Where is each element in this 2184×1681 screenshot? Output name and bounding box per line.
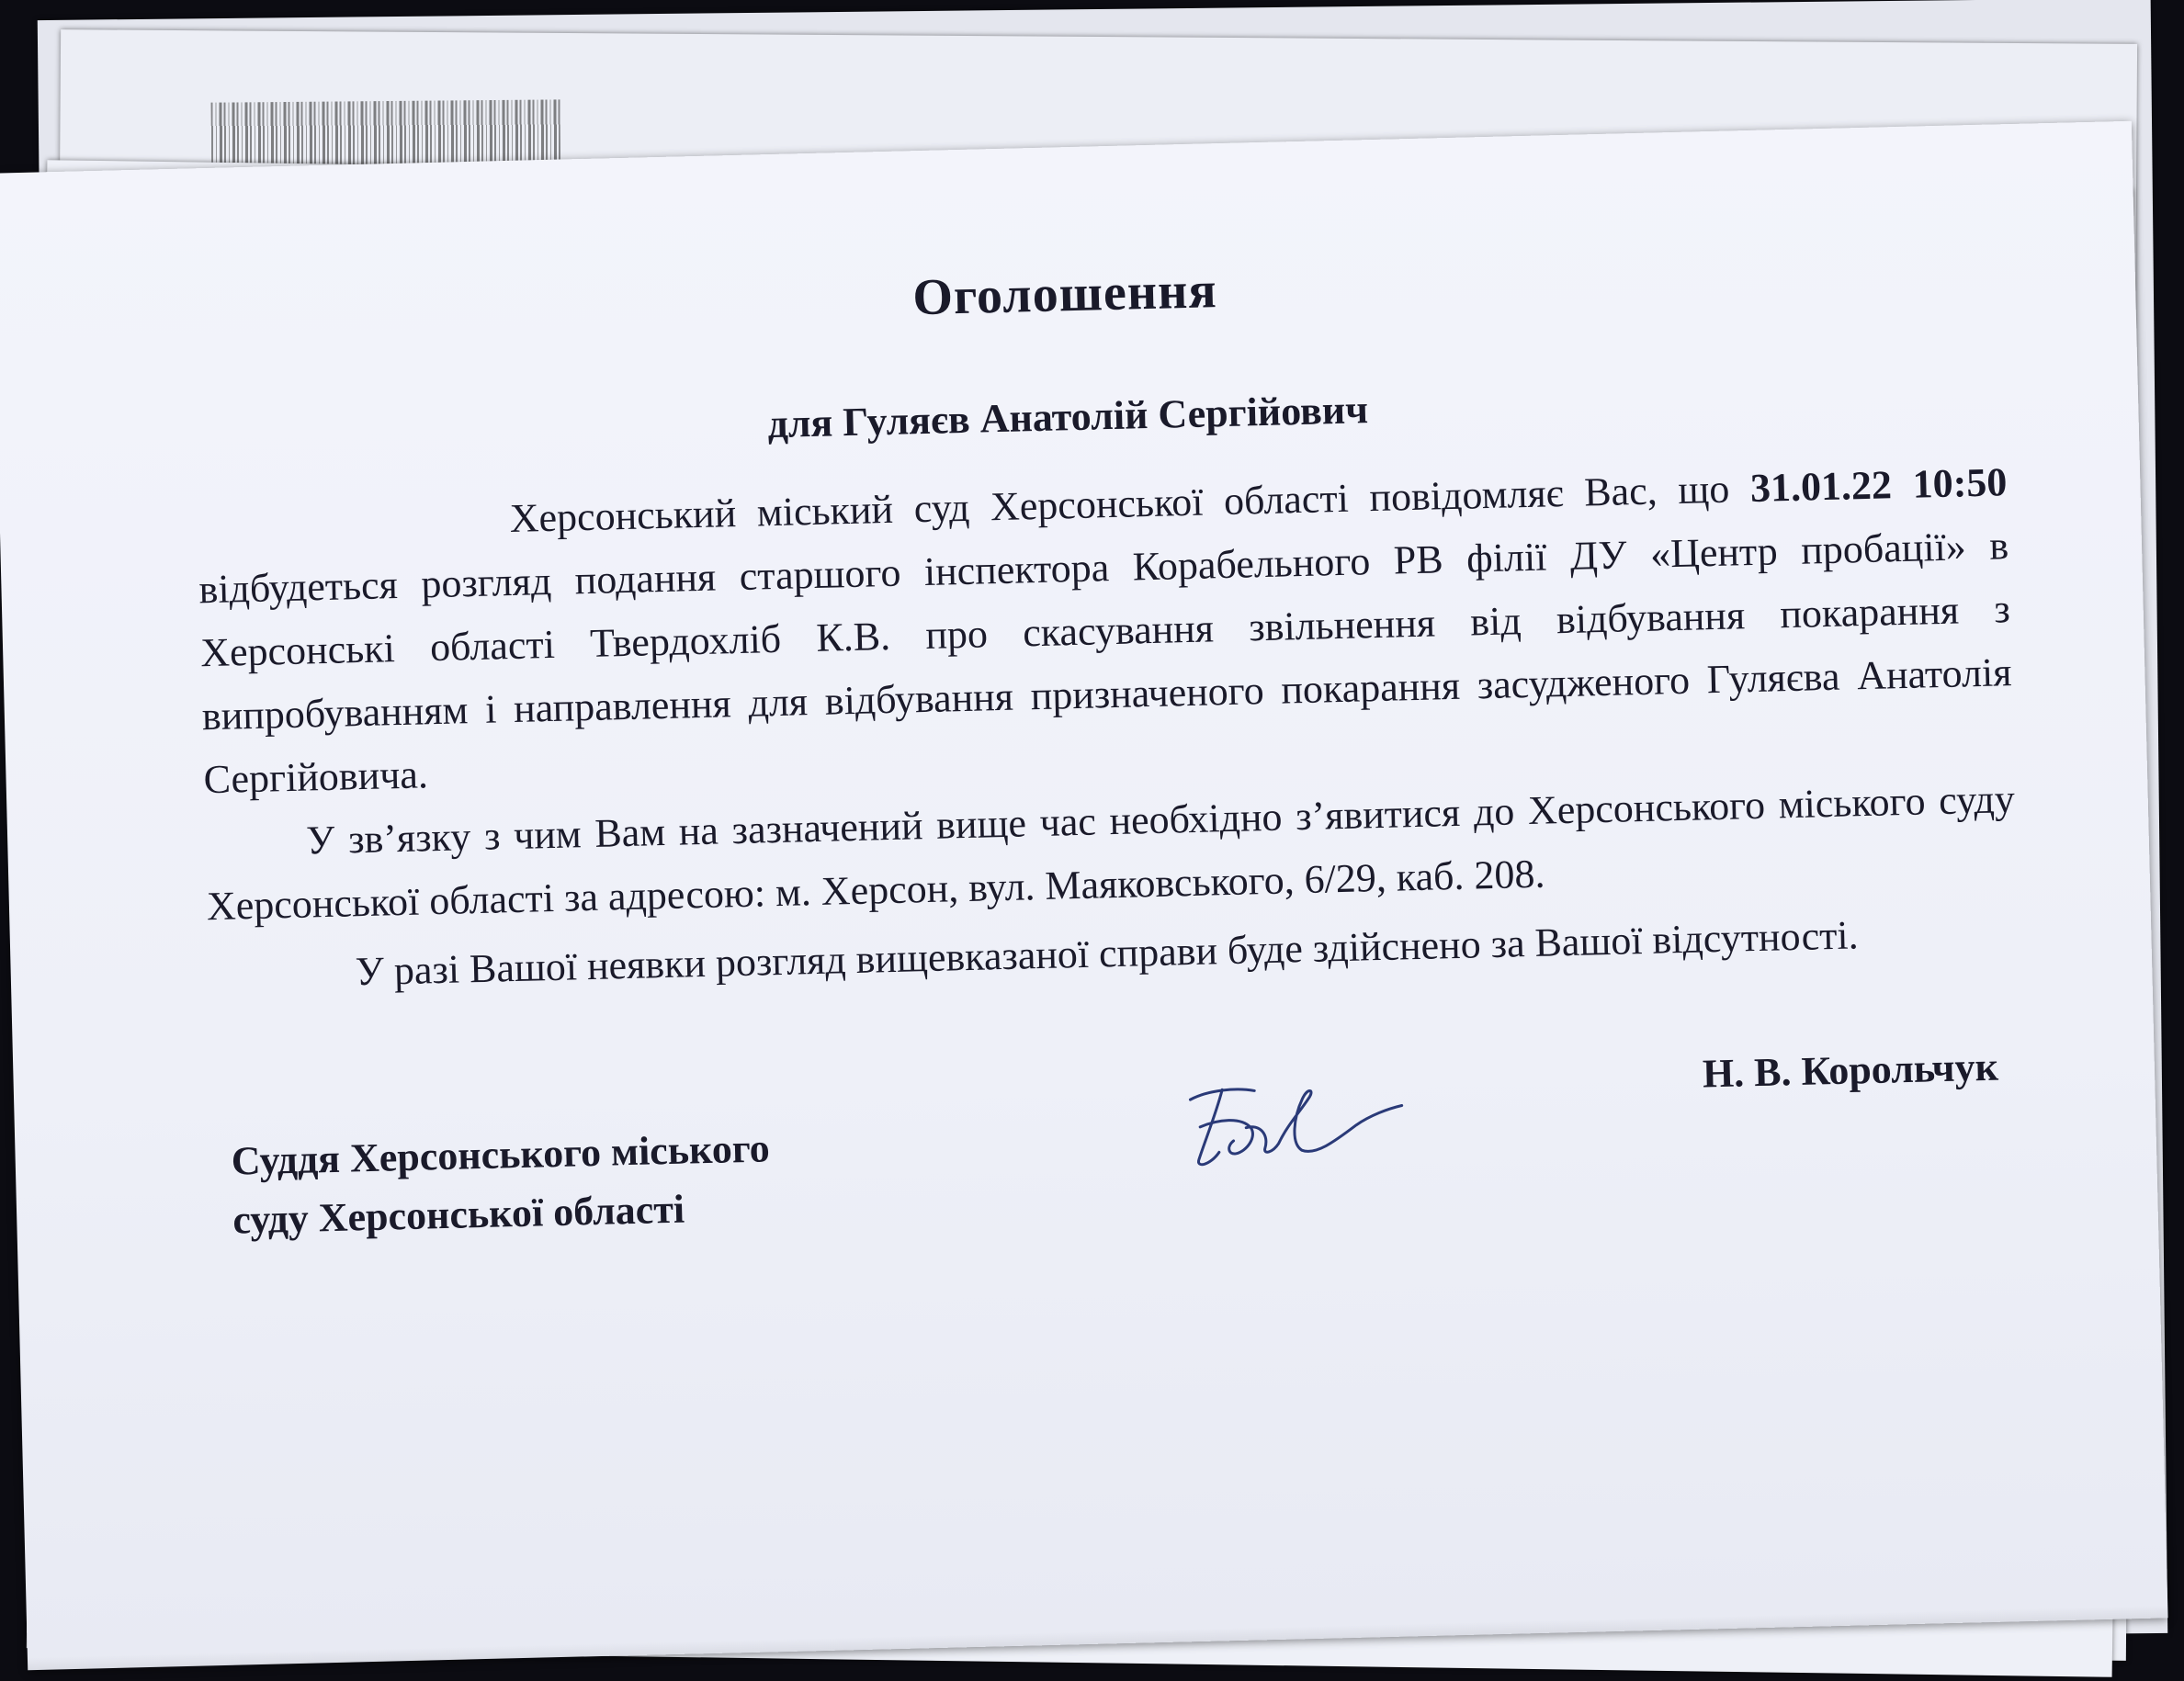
hearing-datetime: 31.01.22 10:50 bbox=[1749, 459, 2008, 512]
paragraph-hearing-notice-rest: відбудеться розгляд подання старшого інспектора Корабельного РВ філії ДУ «Центр пробації» в Херсонські області Твердохліб К.В. про скасування звільнення від відбування покарання з випробуванням і направлення для відбування призначеного покарання засудженого Гуляєва Анатолія Сергійовича. bbox=[198, 523, 2012, 803]
handwritten-signature bbox=[1171, 1057, 1412, 1182]
announcement-body bbox=[197, 450, 2019, 1007]
paragraph-appearance-address: У зв’язку з чим Вам на зазначений вище час необхідно з’явитися до Херсонського міського суду Херсонської області за адресою: м. Херсон, вул. Маяковського, 6/29, каб. 208. bbox=[206, 776, 2016, 930]
paragraph-absence-warning: У разі Вашої неявки розгляд вищевказаної справи буде здійснено за Вашої відсутності. bbox=[355, 912, 1860, 995]
announcement-sheet bbox=[0, 121, 2168, 1670]
signer-name: Н. В. Корольчук bbox=[1702, 1044, 1999, 1097]
judge-title bbox=[231, 1112, 1060, 1250]
document-title: Оголошення bbox=[911, 262, 1218, 327]
paragraph-hearing-notice-intro: Херсонський міський суд Херсонської області повідомляє Вас, що bbox=[509, 466, 1751, 542]
judge-title-line-2: суду Херсонської області bbox=[232, 1186, 685, 1243]
recipient-line: для Гуляєв Анатолій Сергійович bbox=[766, 387, 1369, 447]
judge-title-line-1: Суддя Херсонського міського bbox=[231, 1125, 771, 1184]
paragraph-hearing-notice bbox=[197, 450, 2014, 811]
